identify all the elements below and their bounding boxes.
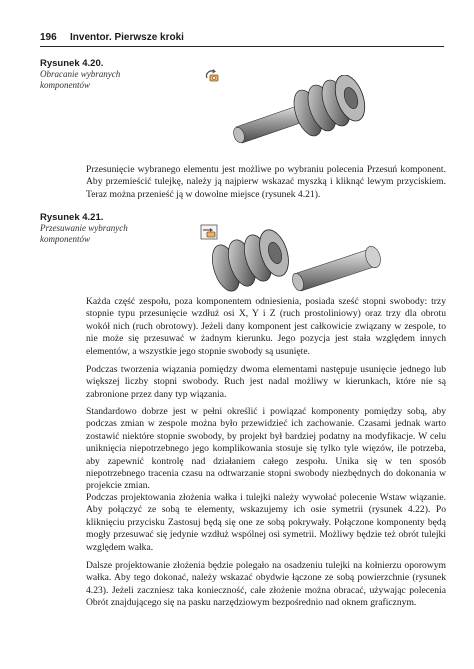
figure-description: Obracanie wybranych komponentów (40, 69, 121, 90)
paragraph-constraints: Podczas tworzenia wiązania pomiędzy dwoma elementami następuje usunięcie jednego lub większej liczby stopni swobody. Ruch jest nadal możliwy w kierunkach, które nie są zabronione przez dany typ wiązania. (86, 364, 446, 400)
paragraph-further-design: Dalsze projektowanie złożenia będzie polegało na osadzeniu tulejki na kołnierzu oporowym wałka. Aby tego dokonać, należy wskazać obydwie łączone ze sobą powierzchnie (rysunek 4.23). Jeżeli zaczniesz taka konieczność, całe złożenie można obracać, używając polecenia Obrót znajdującego się na pasku narzędziowym bezpośrednio nad oknem graficznym. (86, 560, 446, 609)
page-number: 196 (40, 32, 57, 43)
figure-4-21-caption (40, 212, 150, 245)
figure-description: Przesuwanie wybranych komponentów (40, 223, 128, 244)
paragraph-insert-constraint: Podczas projektowania złożenia wałka i tulejki należy wywołać polecenie Wstaw wiązanie. Aby połączyć ze sobą te elementy, wskazujemy ich osie symetrii (rysunek 4.22). Po kliknięciu przycisku Zastosuj będą się one ze sobą pokrywały. Połączone komponenty będą mogły przesuwać się jedynie wzdłuż wspólnej osi symetrii. Możliwy będzie też obrót tulejki względem wałka. (86, 492, 446, 553)
page-header (40, 32, 444, 44)
paragraph-figure-4-20: Przesunięcie wybranego elementu jest możliwe po wybraniu polecenia Przesuń komponent. Aby przemieścić tulejkę, należy ją najpierw wskazać myszką i kliknąć lewym przyciskiem. Teraz można przenieść ją w dowolne miejsce (rysunek 4.21). (86, 164, 446, 200)
book-title: Inventor. Pierwsze kroki (70, 32, 184, 43)
figure-4-20-illustration (230, 75, 370, 155)
paragraph-degrees-of-freedom: Każda część zespołu, poza komponentem odniesienia, posiada sześć stopni swobody: trzy stopnie typu przesunięcie wzdłuż osi X, Y i Z (ruch prostoliniowy) oraz trzy dla obrotu wokół nich (ruch obrotowy). Jeżeli dany komponent jest całkowicie związany w zespole, to nie może się przesuwać w żadnym kierunku. Jego pozycja jest stała względem innych elementów, a wszystkie jego stopnie swobody są usunięte. (86, 296, 446, 357)
figure-4-21-illustration (212, 224, 392, 299)
paragraph-standard-practice: Standardowo dobrze jest w pełni określić i powiązać komponenty pomiędzy sobą, aby podczas zmian w zespole można było przewidzieć ich zachowanie. Czasami jednak warto zostawić niektóre stopnie swobody, by projekt był bardziej podatny na modyfikacje. W celu uniknięcia niepotrzebnego jego komplikowania stosuje się tylko tyle więzów, ile potrzeba, aby zapewnić kontrolę nad działaniem całego zespołu. Unika się w ten sposób niepotrzebnego tracenia czasu na odtwarzanie stopni swobody niezbędnych do dokonania w projekcie zmian. (86, 406, 446, 492)
header-rule (40, 46, 444, 47)
figure-number: Rysunek 4.20. (40, 58, 104, 69)
figure-4-20-caption (40, 58, 150, 91)
rotate-component-icon (203, 68, 221, 84)
figure-number: Rysunek 4.21. (40, 212, 104, 223)
